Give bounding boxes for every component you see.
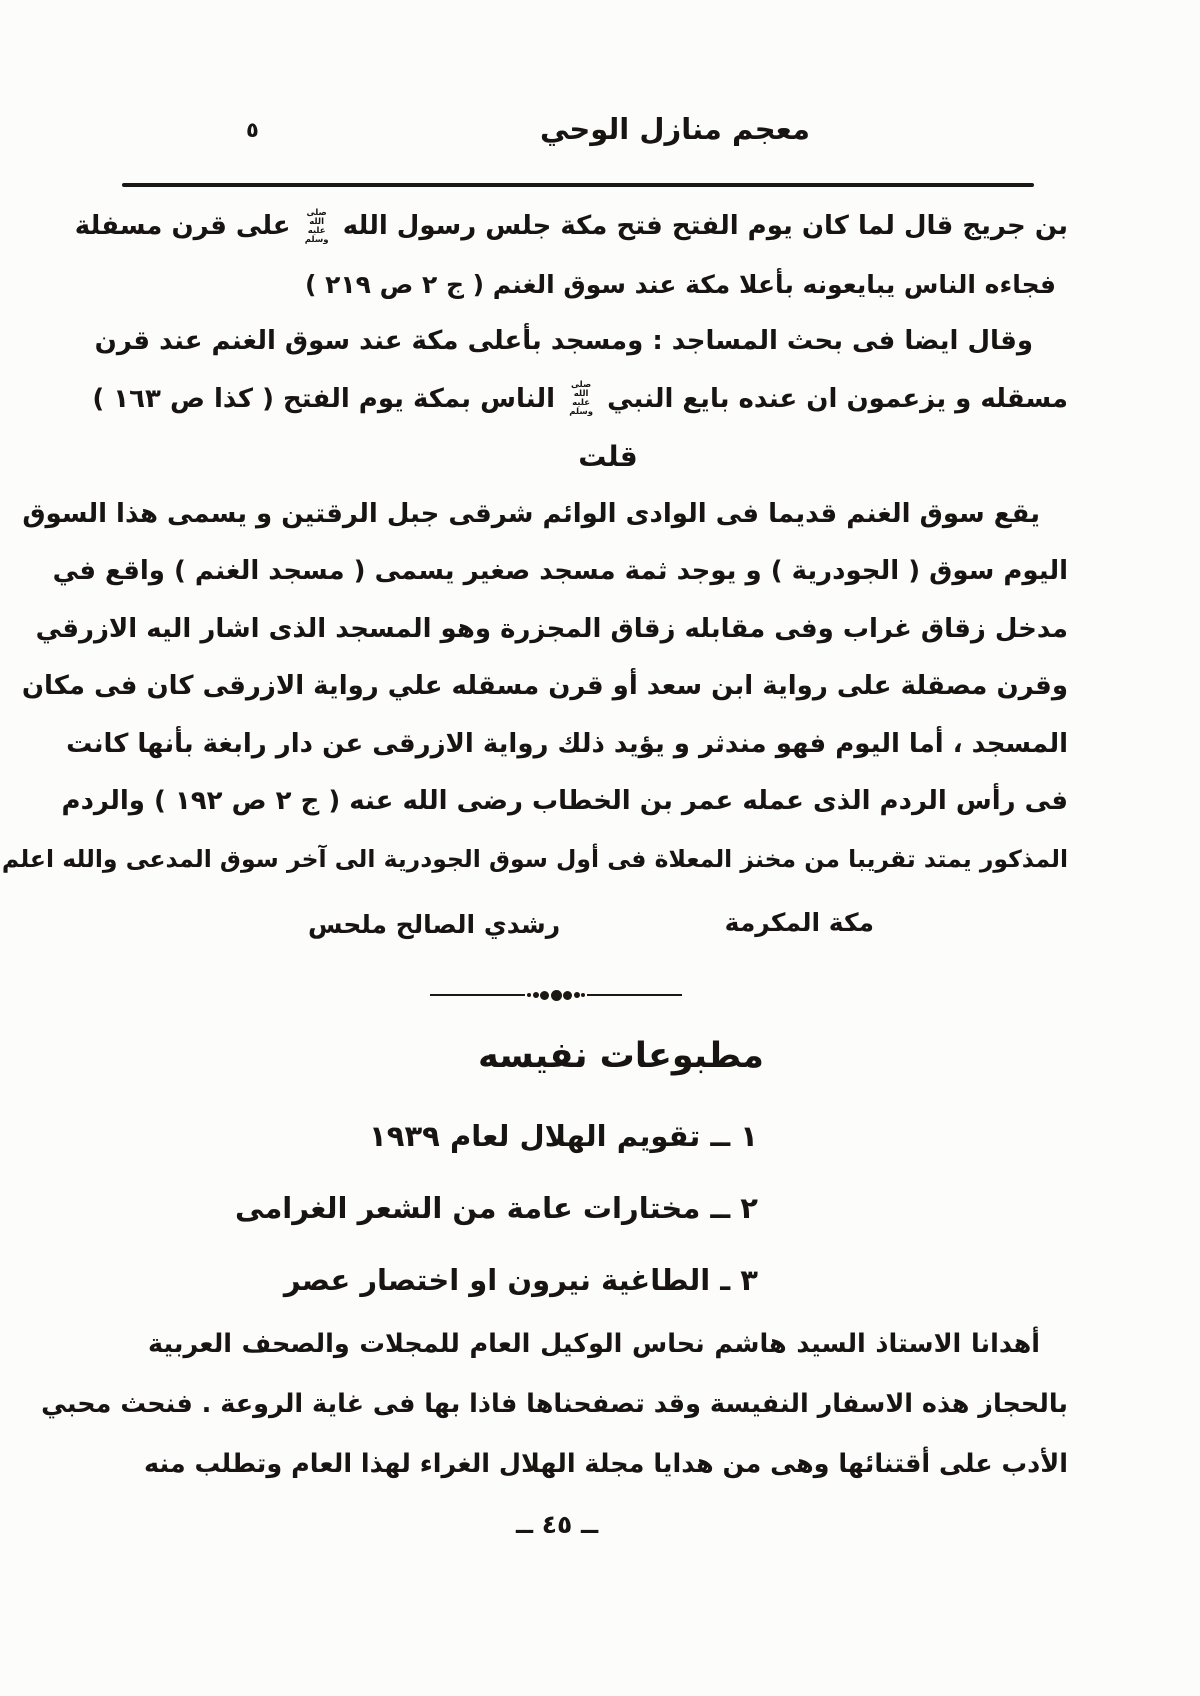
ad-list-item-2: ٢ ــ مختارات عامة من الشعر الغرامى (235, 1191, 758, 1225)
paragraph-3-line-2: اليوم سوق ( الجودرية ) و يوجد ثمة مسجد صغير يسمى ( مسجد الغنم ) واقع في (52, 556, 1068, 586)
ad-body-line-2: بالحجاز هذه الاسفار النفيسة وقد تصفحناها فاذا بها فى غاية الروعة . فنحث محبي (41, 1389, 1068, 1419)
signature-place: مكة المكرمة (724, 908, 874, 937)
paragraph-3-line-1: يقع سوق الغنم قديما فى الوادى الوائم شرقى جبل الرقتين و يسمى هذا السوق (22, 498, 1040, 529)
ad-list-item-1: ١ ــ تقويم الهلال لعام ١٩٣٩ (369, 1119, 758, 1153)
paragraph-1-line-1: بن جريج قال لما كان يوم الفتح فتح مكة جلس رسول الله صلى الله عليه وسلم على قرن مسفلة (74, 207, 1068, 245)
divider-dots (525, 990, 587, 1001)
main-text-column (1, 198, 1068, 888)
prophet-honorific-seal: صلى الله عليه وسلم (304, 207, 329, 245)
ad-body-line-3: الأدب على أقتنائها وهى من هدايا مجلة الهلال الغراء لهذا العام وتطلب منه (144, 1449, 1068, 1479)
ad-list-item-3: ٣ ـ الطاغية نيرون او اختصار عصر (283, 1263, 758, 1297)
paragraph-3-line-7: المذكور يمتد تقريبا من مخنز المعلاة فى أول سوق الجودرية الى آخر سوق المدعى والله اعلم (1, 844, 1068, 873)
ad-heading: مطبوعات نفيسه (478, 1036, 764, 1076)
page-number-bottom: ــ ٤٥ ــ (516, 1510, 599, 1539)
paragraph-2-line-2: مسقله و يزعمون ان عنده بايع النبي صلى الله عليه وسلم الناس بمكة يوم الفتح ( كذا ص ١٦٣ ) (92, 380, 1068, 417)
paragraph-3-line-3: مدخل زقاق غراب وفى مقابله زقاق المجزرة وهو المسجد الذى اشار اليه الازرقي (35, 613, 1068, 644)
running-head-title: معجم منازل الوحي (540, 112, 810, 146)
paragraph-1-line-2: فجاءه الناس يبايعونه بأعلا مكة عند سوق الغنم ( ج ٢ ص ٢١٩ ) (305, 269, 1056, 299)
ad-body-line-1: أهدانا الاستاذ السيد هاشم نحاس الوكيل العام للمجلات والصحف العربية (148, 1329, 1040, 1359)
paragraph-3-line-5: المسجد ، أما اليوم فهو مندثر و يؤيد ذلك رواية الازرقى عن دار رابغة بأنها كانت (66, 728, 1068, 759)
qultu-heading: قلت (578, 440, 638, 473)
paragraph-3-line-6: فى رأس الردم الذى عمله عمر بن الخطاب رضى الله عنه ( ج ٢ ص ١٩٢ ) والردم (61, 786, 1068, 816)
paragraph-3-line-4: وقرن مصقلة على رواية ابن سعد أو قرن مسقله علي رواية الازرقى كان فى مكان (21, 671, 1068, 701)
ornament-divider (430, 988, 682, 1002)
divider-line-left (587, 994, 682, 997)
prophet-honorific-seal: صلى الله عليه وسلم (569, 380, 593, 417)
ad-publications-list (235, 1100, 758, 1316)
divider-line-right (430, 994, 525, 997)
ad-body-text (41, 1314, 1068, 1494)
paragraph-2-line-1: وقال ايضا فى بحث المساجد : ومسجد بأعلى مكة عند سوق الغنم عند قرن (94, 326, 1033, 356)
signature-row (0, 908, 1200, 962)
header-rule (122, 183, 1034, 187)
signature-author-name: رشدي الصالح ملحس (308, 910, 561, 939)
page-number-top: ٥ (246, 118, 259, 142)
